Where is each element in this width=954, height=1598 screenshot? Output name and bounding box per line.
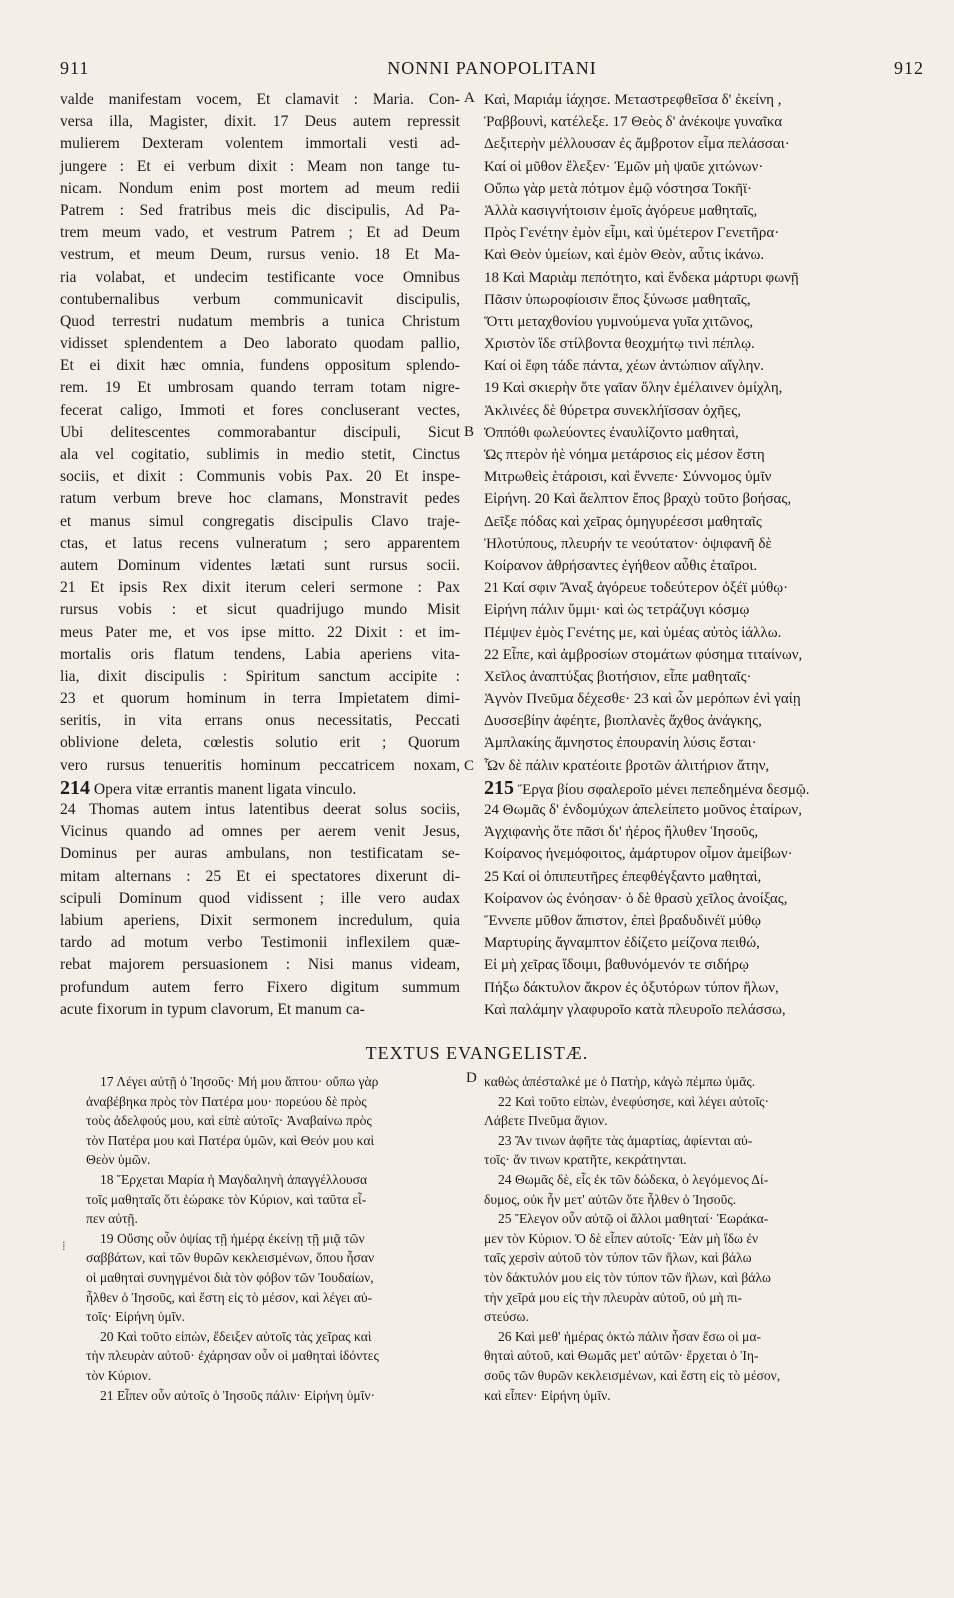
- gospel-left-line: Θεὸν ὑμῶν.: [86, 1152, 151, 1168]
- greek-line: Καὶ Θεὸν ὑμείων, καὶ ἐμὸν Θεὸν, αὖτις ἱκάνω.: [484, 247, 765, 264]
- greek-line: [484, 777, 934, 799]
- greek-line: Ἡλοτύπους, πλευρήν τε νεούτατον· ὀψιφανῆ δὲ: [484, 535, 772, 552]
- gospel-left-line: τὸν Πατέρα μου καὶ Πατέρα ὑμῶν, καὶ Θεόν μου καὶ: [86, 1132, 375, 1148]
- latin-line: ctas, et latus recens vulneratum ; sero apparentem: [60, 534, 460, 552]
- latin-line: tardo ad motum verbo Testimonii inflexilem quæ-: [60, 934, 460, 952]
- gospel-right-line: μεν τὸν Κύριον. Ὁ δὲ εἶπεν αὐτοῖς· Ἐὰν μὴ ἴδω ἐν: [484, 1230, 759, 1246]
- greek-line: Καὶ παλάμην γλαφυροῖο κατὰ πλευροῖο πελάσσω,: [484, 1001, 786, 1018]
- margin-letter-b: B: [464, 424, 475, 440]
- greek-line: Ἔννεπε μῦθον ἄπιστον, ἐπεὶ βραδυδινέϊ μύθῳ: [484, 912, 762, 929]
- gospel-right-line: 26 Καὶ μεθ' ἡμέρας ὀκτὼ πάλιν ἦσαν ἔσω οἱ μα-: [498, 1328, 761, 1344]
- greek-verse-column: [484, 89, 934, 1021]
- margin-letter-d: D: [466, 1070, 477, 1086]
- latin-line: et manus simul congregatis discipulis Clavo traje-: [60, 512, 460, 530]
- latin-line: rursus vobis : et sicut quadrijugo mundo Misit: [60, 601, 460, 619]
- gospel-left-line: ἦλθεν ὁ Ἰησοῦς, καὶ ἔστη εἰς τὸ μέσον, καὶ λέγει αὐ-: [86, 1289, 373, 1305]
- running-title: NONNI PANOPOLITANI: [387, 58, 597, 78]
- latin-line: 21 Et ipsis Rex dixit iterum celeri sermone : Pax: [60, 579, 460, 597]
- gospel-left-line: πεν αὐτῇ.: [86, 1211, 138, 1227]
- latin-line: Et ei dixit hæc omnia, fundens oppositum splendo-: [60, 357, 460, 375]
- margin-letter-a: A: [464, 90, 475, 106]
- latin-line: mortalis oris flatum tendens, Labia aperiens vita-: [60, 645, 460, 663]
- latin-line: vidisset splendentem a Deo laborato quodam pallio,: [60, 335, 460, 353]
- gospel-left-line: τοῖς μαθηταῖς ὅτι ἑώρακε τὸν Κύριον, καὶ ταῦτα εἶ-: [86, 1191, 367, 1207]
- greek-line: Ἀλλὰ κασιγνήτοισιν ἐμοῖς ἀγόρευε μαθηταῖς,: [484, 202, 758, 219]
- greek-line: Κοίρανος ἠνεμόφοιτος, ἀμάρτυρον οἶμον ἀμείβων·: [484, 846, 793, 863]
- latin-line: profundum autem ferro Fixero digitum summum: [60, 978, 460, 996]
- gospel-left-line: ἀναβέβηκα πρὸς τὸν Πατέρα μου· πορεύου δὲ πρὸς: [86, 1093, 367, 1109]
- gospel-right-line: τοῖς· ἄν τινων κρατῆτε, κεκράτηνται.: [484, 1152, 687, 1168]
- latin-translation-column: [60, 89, 460, 1021]
- greek-line: Οὔπω γὰρ μετὰ πότμον ἐμῷ νόστησα Τοκῆϊ·: [484, 180, 753, 197]
- latin-line: sociis, et dixit : Communis vobis Pax. 20 Et inspe-: [60, 468, 460, 486]
- greek-line-text: Ἔργα βίου σφαλεροῖο μένει πεπεδημένα δεσμῷ.: [517, 781, 810, 798]
- gospel-right-line: στεύσω.: [484, 1309, 529, 1325]
- gospel-left-line: 21 Εἶπεν οὖν αὐτοῖς ὁ Ἰησοῦς πάλιν· Εἰρήνη ὑμῖν·: [100, 1387, 376, 1403]
- greek-line: 24 Θωμᾶς δ' ἐνδομύχων ἀπελείπετο μοῦνος ἑταίρων,: [484, 802, 802, 818]
- greek-line: Πήξω δάκτυλον ἄκρον ἐς ὀξυτόρων τύπον ἥλων,: [484, 979, 779, 996]
- latin-line: Ubi delitescentes commorabantur discipuli, Sicut: [60, 423, 460, 441]
- latin-line: autem Dominum videntes lætati sunt rursus socii.: [60, 556, 460, 574]
- latin-line: vestrum, et meum Deum, rursus venio. 18 Et Ma-: [60, 246, 460, 264]
- latin-line-text: Opera vitæ errantis manent ligata vinculo.: [93, 780, 357, 798]
- gospel-right-line: θηταὶ αὐτοῦ, καὶ Θωμᾶς μετ' αὐτῶν· ἔρχεται ὁ Ἰη-: [484, 1348, 759, 1364]
- margin-bracket: ⁞: [62, 1238, 66, 1253]
- gospel-left-line: τοὺς ἀδελφούς μου, καὶ εἰπὲ αὐτοῖς· Ἀναβαίνω πρὸς: [86, 1113, 372, 1129]
- latin-line: vero rursus tenueritis hominum peccatricem noxam,: [60, 756, 460, 774]
- gospel-right-line: 22 Καὶ τοῦτο εἰπὼν, ἐνεφύσησε, καὶ λέγει αὐτοῖς·: [498, 1093, 770, 1109]
- gospel-left-line: 20 Καὶ τοῦτο εἰπὼν, ἔδειξεν αὐτοῖς τὰς χεῖρας καὶ: [100, 1328, 372, 1344]
- gospel-right-line: δυμος, οὐκ ἦν μετ' αὐτῶν ὅτε ἦλθεν ὁ Ἰησοῦς.: [484, 1191, 737, 1207]
- gospel-right-line: 24 Θωμᾶς δὲ, εἷς ἐκ τῶν δώδεκα, ὁ λεγόμενος Δί-: [498, 1171, 769, 1187]
- latin-line: seritis, in vita errans onus necessitatis, Peccati: [60, 712, 460, 730]
- latin-line: trem meum vado, et vestrum Patrem ; Et ad Deum: [60, 224, 460, 242]
- latin-line: ria volabat, et undecim testificante voce Omnibus: [60, 268, 460, 286]
- gospel-right-line: Λάβετε Πνεῦμα ἅγιον.: [484, 1113, 608, 1129]
- greek-line: 22 Εἶπε, καὶ ἀμβροσίων στομάτων φύσημα τιταίνων,: [484, 646, 803, 663]
- gospel-text-left-column: [86, 1072, 464, 1405]
- latin-line: 23 et quorum hominum in terra Impietatem dimi-: [60, 690, 460, 708]
- latin-line: ala vel cogitatio, sublimis in medio stetit, Cinctus: [60, 446, 460, 463]
- latin-line: Vicinus quando ad omnes per aerem venit Jesus,: [60, 823, 460, 841]
- greek-line: 18 Καὶ Μαριὰμ πεπότητο, καὶ ἕνδεκα μάρτυρι φωνῇ: [484, 269, 799, 286]
- gospel-right-line: 23 Ἄν τινων ἀφῆτε τὰς ἁμαρτίας, ἀφίενται αὐ-: [498, 1132, 753, 1148]
- latin-line: meus Pater me, et vos ipse mitto. 22 Dixit : et im-: [60, 623, 460, 641]
- greek-line: Χριστὸν ἴδε στίλβοντα θεοχμήτῳ τινὶ πέπλῳ.: [484, 336, 755, 353]
- greek-line: Κοίρανον ὡς ἐνόησαν· ὁ δὲ θρασὺ χεῖλος ἀνοίξας,: [484, 890, 788, 907]
- latin-line: rebat majorem persuasionem : Nisi manus videam,: [60, 956, 460, 974]
- greek-line: Δυσσεβίην ἀφέητε, βιοπλανὲς ἄχθος ἀνάγκης,: [484, 713, 762, 730]
- greek-line: Πρὸς Γενέτην ἐμὸν εἶμι, καὶ ὑμέτερον Γενετῆρα·: [484, 225, 780, 242]
- greek-line: Ἀγχιφανὴς ὅτε πᾶσι δι' ἠέρος ἤλυθεν Ἰησοῦς,: [484, 824, 759, 841]
- gospel-right-line: ταῖς χερσὶν αὐτοῦ τὸν τύπον τῶν ἥλων, καὶ βάλω: [484, 1250, 752, 1266]
- greek-line: Καί οἱ μῦθον ἔλεξεν· Ἐμῶν μὴ ψαῦε χιτώνων·: [484, 158, 764, 175]
- greek-line: Ἀμπλακίης ἄμνηστος ἐπουρανίη λύσις ἔσται·: [484, 735, 757, 752]
- greek-line: Ὁππόθι φωλεύοντες ἐναυλίζοντο μαθηταὶ,: [484, 424, 739, 441]
- greek-line: Κοίρανον ἀθρήσαντες ἐγήθεον αὖθις ἑταῖροι.: [484, 557, 758, 574]
- greek-line: Ὡς πτερὸν ἠὲ νόημα μετάρσιος εἰς μέσον ἔστη: [484, 447, 765, 463]
- latin-line: [60, 777, 460, 799]
- gospel-left-line: 17 Λέγει αὐτῇ ὁ Ἰησοῦς· Μή μου ἅπτου· οὔπω γὰρ: [100, 1074, 379, 1089]
- gospel-right-line: τὴν χεῖρά μου εἰς τὴν πλευρὰν αὐτοῦ, οὐ μὴ πι-: [484, 1289, 743, 1305]
- gospel-right-line: καθὼς ἀπέσταλκέ με ὁ Πατὴρ, κἀγὼ πέμπω ὑμᾶς.: [484, 1074, 756, 1089]
- gospel-text-right-column: [484, 1072, 934, 1405]
- latin-line: Dominus per auras ambulans, non testificatam se-: [60, 845, 460, 863]
- latin-line: mitam alternans : 25 Et ei spectatores dixerunt di-: [60, 867, 460, 885]
- latin-line: scipuli Dominum quod vidissent ; ille vero audax: [60, 889, 460, 907]
- page-number-right: 912: [894, 58, 924, 78]
- latin-line: Patrem : Sed fratribus meis dic discipulis, Ad Pa-: [60, 201, 460, 219]
- latin-line: jungere : Et ei verbum dixit : Meam non tange tu-: [60, 157, 460, 175]
- latin-line: mulierem Dexteram volentem immortali vesti ad-: [60, 135, 460, 153]
- greek-line: Εἰρήνη. 20 Καὶ ἄελπτον ἔπος βραχὺ τοῦτο βοήσας,: [484, 491, 792, 508]
- greek-line: Καὶ, Μαριάμ ἰάχησε. Μεταστρεφθεῖσα δ' ἐκείνη ,: [484, 92, 782, 108]
- big-page-number: 214: [60, 776, 90, 799]
- latin-line: acute fixorum in typum clavorum, Et manum ca-: [60, 1000, 365, 1018]
- gospel-left-line: οἱ μαθηταὶ συνηγμένοι διὰ τὸν φόβον τῶν Ἰουδαίων,: [86, 1269, 374, 1285]
- gospel-right-line: τὸν δάκτυλόν μου εἰς τὸν τύπον τῶν ἥλων, καὶ βάλω: [484, 1269, 771, 1285]
- latin-line: fecerat caligo, Immoti et fores concluserant vectes,: [60, 401, 460, 419]
- greek-line: Πᾶσιν ὑπωροφίοισιν ἔπος ξύνωσε μαθηταῖς,: [484, 291, 751, 308]
- greek-line: 21 Καί σφιν Ἄναξ ἀγόρευε τοδεύτερον ὀξέϊ μύθῳ·: [484, 580, 789, 597]
- greek-line: Καί οἱ ἔφη τάδε πάντα, χέων ἀντώπιον αἴγλην.: [484, 358, 764, 375]
- margin-letter-c: C: [464, 758, 475, 774]
- greek-line: Ὧν δὲ πάλιν κρατέοιτε βροτῶν ἀλιτήριον ἄτην,: [484, 757, 770, 774]
- gospel-right-line: καὶ εἶπεν· Εἰρήνη ὑμῖν.: [484, 1387, 611, 1403]
- latin-line: rem. 19 Et umbrosam quando terram totam nigre-: [60, 379, 460, 397]
- gospel-right-line: σοῦς τῶν θυρῶν κεκλεισμένων, καὶ ἔστη εἰς τὸ μέσον,: [484, 1367, 781, 1383]
- latin-line: nicam. Nondum enim post mortem ad meum redii: [60, 179, 460, 197]
- gospel-left-line: τὴν πλευρὰν αὐτοῦ· ἐχάρησαν οὖν οἱ μαθηταὶ ἰδόντες: [86, 1348, 379, 1364]
- page-header: [60, 58, 924, 80]
- latin-line: valde manifestam vocem, Et clamavit : Maria. Con-: [60, 91, 460, 108]
- greek-line: Χεῖλος ἀναπτύξας βιοτήσιον, εἶπε μαθηταῖς·: [484, 668, 752, 685]
- gospel-left-line: τὸν Κύριον.: [86, 1367, 152, 1383]
- greek-line: Πέμψεν ἐμὸς Γενέτης με, καὶ ὑμέας αὐτὸς ἰάλλω.: [484, 624, 782, 641]
- greek-line: Εἰρήνη πάλιν ὕμμι· καὶ ὡς τετράζυγι κόσμῳ: [484, 602, 750, 619]
- gospel-left-line: 19 Οὔσης οὖν ὀψίας τῇ ἡμέρᾳ ἐκείνῃ τῇ μιᾷ τῶν: [100, 1230, 365, 1246]
- latin-line: ratum verbum breve hoc clamans, Monstravit pedes: [60, 490, 460, 508]
- greek-line: Εἰ μὴ χεῖρας ἴδοιμι, βαθυνόμενόν τε σιδήρῳ: [484, 957, 749, 974]
- greek-line: Ῥαββουνὶ, κατέλεξε. 17 Θεὸς δ' ἀνέκοψε γυναῖκα: [484, 114, 783, 131]
- gospel-right-line: 25 Ἔλεγον οὖν αὐτῷ οἱ ἄλλοι μαθηταί· Ἑωράκα-: [498, 1211, 769, 1227]
- greek-line: Δεῖξε πόδας καὶ χεῖρας ὁμηγυρέεσσι μαθηταῖς: [484, 513, 762, 530]
- greek-line: Μαρτυρίης ἄγναμπτον ἐδίζετο μείζονα πειθώ,: [484, 935, 760, 952]
- latin-line: versa illa, Magister, dixit. 17 Deus autem repressit: [60, 113, 460, 131]
- greek-line: Μιτρωθεὶς ἑτάροισι, καὶ ἔννεπε· Σύννομος ὑμῖν: [484, 469, 772, 486]
- big-page-number: 215: [484, 776, 514, 799]
- greek-line: 19 Καὶ σκιερὴν ὅτε γαῖαν ὅλην ἐμέλαινεν ὀμίχλη,: [484, 380, 783, 397]
- latin-line: oblivione deleta, cœlestis solutio erit ; Quorum: [60, 734, 460, 752]
- gospel-left-line: σαββάτων, καὶ τῶν θυρῶν κεκλεισμένων, ὅπου ἦσαν: [86, 1250, 375, 1266]
- gospel-left-line: τοῖς· Εἰρήνη ὑμῖν.: [86, 1309, 185, 1325]
- latin-line: 24 Thomas autem intus latentibus deerat solus sociis,: [60, 801, 460, 818]
- latin-line: contubernalibus verbum communicavit discipulis,: [60, 290, 460, 308]
- section-title: TEXTUS EVANGELISTÆ.: [365, 1043, 589, 1063]
- latin-line: lia, dixit discipulis : Spiritum sanctum accipite :: [60, 667, 460, 685]
- gospel-left-line: 18 Ἔρχεται Μαρία ἡ Μαγδαληνὴ ἀπαγγέλλουσα: [100, 1171, 368, 1187]
- latin-line: Quod terrestri nudatum membris a tunica Christum: [60, 312, 460, 330]
- greek-line: Ἁγνὸν Πνεῦμα δέχεσθε· 23 καὶ ὧν μερόπων ἐνὶ γαίῃ: [484, 691, 801, 708]
- greek-line: Ὅττι μεταχθονίου γυμνούμενα γυῖα χιτῶνος,: [484, 313, 754, 330]
- page-number-left: 911: [60, 58, 90, 78]
- greek-line: Δεξιτερὴν μέλλουσαν ἐς ἄμβροτον εἷμα πελάσσαι·: [484, 136, 790, 153]
- latin-line: labium aperiens, Dixit sermonem incredulum, quia: [60, 911, 460, 929]
- greek-line: 25 Καί οἱ ὀπιπευτῆρες ἐπεφθέγξαντο μαθηταὶ,: [484, 868, 762, 885]
- greek-line: Ἀκλινέες δὲ θύρετρα συνεκλήϊσσαν ὀχῆες,: [484, 402, 741, 419]
